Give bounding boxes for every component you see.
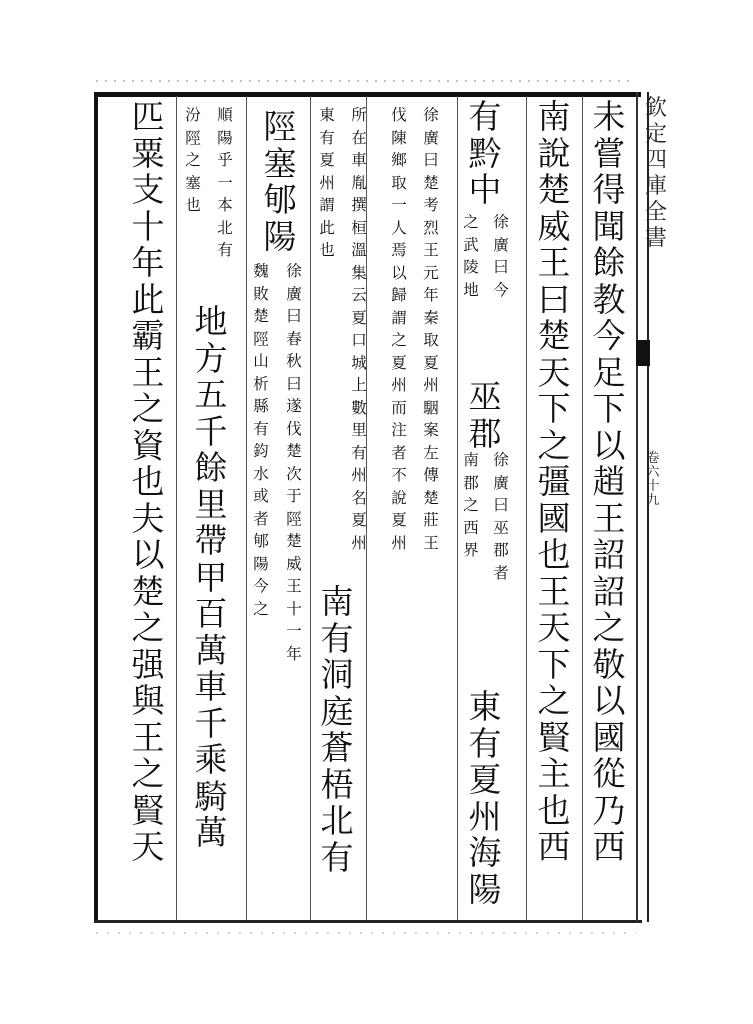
- glyph: 說: [537, 133, 571, 173]
- glyph: 也: [131, 462, 165, 501]
- glyph: 西: [463, 518, 479, 537]
- glyph: 未: [592, 97, 626, 136]
- glyph: 王: [537, 571, 571, 611]
- glyph: 曰: [286, 374, 302, 393]
- glyph: 王: [286, 577, 302, 595]
- glyph: 汾: [185, 106, 201, 124]
- glyph: 南: [320, 582, 354, 621]
- glyph: 陵: [463, 258, 479, 276]
- glyph: 胤: [351, 173, 367, 192]
- glyph: 鄉: [391, 151, 407, 169]
- glyph: 霸: [131, 316, 165, 355]
- glyph: 陘: [253, 329, 269, 348]
- glyph: 今: [493, 280, 509, 299]
- glyph: 粟: [131, 133, 165, 173]
- glyph: 與: [131, 681, 165, 720]
- glyph: 王: [537, 243, 571, 282]
- glyph: 曰: [493, 258, 509, 276]
- glyph: 教: [592, 279, 626, 319]
- glyph: 九: [646, 493, 660, 508]
- glyph: 十: [131, 206, 165, 246]
- glyph: 四: [644, 148, 667, 173]
- glyph: 陘: [185, 128, 201, 147]
- glyph: 今: [253, 577, 269, 595]
- glyph: 王: [423, 533, 439, 552]
- main-text-column: [467, 377, 503, 453]
- glyph: 陽: [263, 216, 297, 256]
- column-rule: [246, 96, 247, 920]
- glyph: 年: [286, 644, 302, 663]
- glyph: 年: [423, 286, 439, 304]
- glyph: 西: [537, 827, 571, 866]
- glyph: 曰: [493, 496, 509, 514]
- glyph: 曰: [537, 279, 571, 319]
- glyph: 或: [253, 487, 269, 505]
- glyph: 得: [592, 170, 626, 209]
- glyph: 溫: [351, 241, 367, 259]
- glyph: 也: [537, 790, 571, 830]
- glyph: 黔: [468, 133, 502, 173]
- glyph: 有: [468, 723, 502, 763]
- glyph: 郇: [263, 180, 297, 219]
- glyph: 乃: [592, 790, 626, 830]
- glyph: 陳: [391, 128, 407, 147]
- glyph: 威: [537, 206, 571, 246]
- glyph: 詔: [592, 571, 626, 611]
- glyph: 里: [351, 421, 367, 439]
- glyph: 北: [320, 801, 354, 840]
- annotation-column: [462, 453, 480, 566]
- glyph: 六: [646, 465, 660, 480]
- glyph: 國: [537, 498, 571, 538]
- glyph: 五: [194, 375, 228, 414]
- glyph: 南: [463, 451, 479, 469]
- glyph: 天: [537, 608, 571, 647]
- glyph: 餘: [194, 448, 228, 487]
- glyph: 之: [185, 151, 201, 169]
- annotation-column: [350, 108, 368, 558]
- glyph: 楚: [423, 173, 439, 192]
- glyph: 乎: [217, 151, 233, 169]
- glyph: 有: [319, 128, 335, 147]
- glyph: 楚: [286, 442, 302, 460]
- glyph: 楚: [537, 170, 571, 209]
- glyph: 車: [194, 667, 228, 706]
- glyph: 水: [253, 464, 269, 483]
- glyph: 賢: [537, 717, 571, 757]
- glyph: 北: [217, 218, 233, 237]
- glyph: 取: [391, 173, 407, 192]
- glyph: 里: [194, 484, 228, 524]
- glyph: 洞: [320, 655, 354, 694]
- main-text-column: [467, 687, 503, 909]
- glyph: 卷: [646, 451, 660, 466]
- glyph: 歸: [391, 286, 407, 304]
- glyph: 有: [320, 618, 354, 658]
- glyph: 說: [391, 488, 407, 507]
- print-speckle-top: [96, 80, 636, 82]
- glyph: 此: [319, 218, 335, 237]
- glyph: 强: [131, 644, 165, 684]
- glyph: 王: [592, 498, 626, 538]
- glyph: 所: [351, 106, 367, 124]
- glyph: 資: [131, 425, 165, 465]
- glyph: 百: [194, 594, 228, 633]
- glyph: 有: [351, 443, 367, 462]
- glyph: 者: [253, 509, 269, 528]
- glyph: 之: [463, 496, 479, 514]
- glyph: 敬: [592, 644, 626, 684]
- glyph: 全: [644, 200, 667, 225]
- glyph: 界: [463, 541, 479, 559]
- glyph: 此: [131, 279, 165, 319]
- glyph: 云: [351, 286, 367, 304]
- glyph: 下: [537, 389, 571, 428]
- glyph: 廣: [493, 235, 509, 254]
- glyph: 秦: [423, 308, 439, 327]
- glyph: 下: [537, 644, 571, 684]
- glyph: 縣: [253, 397, 269, 415]
- glyph: 有: [320, 837, 354, 877]
- fish-tail-mark: [636, 340, 650, 366]
- glyph: 陘: [286, 509, 302, 528]
- glyph: 而: [391, 398, 407, 417]
- glyph: 書: [644, 226, 667, 251]
- glyph: 威: [286, 554, 302, 573]
- glyph: 東: [468, 687, 502, 726]
- glyph: 陽: [217, 128, 233, 147]
- glyph: 有: [217, 241, 233, 259]
- glyph: 廣: [493, 473, 509, 492]
- glyph: 千: [194, 703, 228, 743]
- column-rule: [310, 96, 311, 920]
- glyph: 之: [131, 389, 165, 428]
- glyph: 夏: [351, 308, 367, 327]
- glyph: 彊: [537, 462, 571, 501]
- glyph: 曰: [286, 307, 302, 325]
- glyph: 楚: [537, 316, 571, 355]
- glyph: 本: [217, 196, 233, 214]
- glyph: 徐: [286, 262, 302, 280]
- glyph: 州: [351, 466, 367, 484]
- annotation-column: [462, 215, 480, 305]
- glyph: 中: [468, 170, 502, 209]
- glyph: 撰: [351, 196, 367, 214]
- annotation-column: [492, 453, 510, 588]
- glyph: 者: [391, 443, 407, 462]
- glyph: 主: [537, 754, 571, 793]
- glyph: 武: [463, 235, 479, 254]
- glyph: 楚: [286, 532, 302, 550]
- glyph: 十: [646, 479, 660, 494]
- annotation-column: [422, 108, 440, 558]
- glyph: 從: [592, 754, 626, 793]
- glyph: 城: [351, 353, 367, 372]
- glyph: 夏: [391, 511, 407, 529]
- glyph: 梧: [320, 764, 354, 804]
- glyph: 騎: [194, 776, 228, 816]
- glyph: 烈: [423, 218, 439, 237]
- glyph: 有: [253, 419, 269, 438]
- glyph: 州: [391, 533, 407, 552]
- glyph: 今: [592, 316, 626, 355]
- glyph: 塞: [185, 173, 201, 192]
- column-rule: [457, 96, 458, 920]
- annotation-column: [184, 108, 202, 221]
- glyph: 夏: [391, 353, 407, 372]
- glyph: 之: [537, 681, 571, 720]
- glyph: 秋: [286, 352, 302, 370]
- glyph: 萬: [194, 813, 228, 852]
- glyph: 案: [423, 421, 439, 439]
- glyph: 左: [423, 443, 439, 462]
- glyph: 于: [286, 487, 302, 505]
- glyph: 夏: [468, 760, 502, 799]
- glyph: 人: [391, 218, 407, 237]
- glyph: 之: [131, 754, 165, 793]
- glyph: 徐: [423, 106, 439, 124]
- glyph: 也: [319, 241, 335, 259]
- glyph: 足: [592, 352, 626, 392]
- glyph: 考: [423, 196, 439, 214]
- glyph: 下: [592, 389, 626, 428]
- glyph: 州: [423, 376, 439, 394]
- glyph: 匹: [131, 97, 165, 136]
- glyph: 徐: [493, 451, 509, 469]
- glyph: 焉: [391, 241, 407, 259]
- glyph: 伐: [391, 106, 407, 124]
- glyph: 楚: [131, 571, 165, 611]
- glyph: 以: [592, 425, 626, 465]
- glyph: 也: [537, 535, 571, 574]
- glyph: 東: [319, 106, 335, 124]
- glyph: 口: [351, 331, 367, 349]
- glyph: 元: [423, 263, 439, 282]
- annotation-column: [492, 215, 510, 305]
- glyph: 庫: [644, 174, 667, 199]
- main-text-column: [193, 302, 229, 853]
- glyph: 嘗: [592, 133, 626, 173]
- volume-label: [646, 452, 660, 508]
- glyph: 以: [391, 263, 407, 282]
- glyph: 蒼: [320, 728, 354, 767]
- glyph: 西: [592, 827, 626, 866]
- glyph: 夫: [131, 498, 165, 538]
- glyph: 楚: [253, 307, 269, 325]
- glyph: 駰: [423, 398, 439, 417]
- glyph: 之: [253, 599, 269, 618]
- glyph: 天: [131, 827, 165, 866]
- glyph: 車: [351, 151, 367, 169]
- glyph: 曰: [423, 151, 439, 169]
- glyph: 數: [351, 398, 367, 417]
- main-text-column: [262, 107, 298, 256]
- glyph: 年: [131, 243, 165, 282]
- glyph: 傳: [423, 466, 439, 484]
- glyph: 陽: [253, 554, 269, 573]
- book-title-label: [643, 98, 669, 254]
- main-text-column: [536, 97, 572, 867]
- column-rule: [582, 96, 583, 920]
- frame-left-border: [94, 92, 98, 922]
- annotation-column: [216, 108, 234, 266]
- glyph: 郇: [253, 532, 269, 550]
- glyph: 伐: [286, 419, 302, 438]
- main-text-column: [319, 582, 355, 877]
- glyph: 徐: [493, 213, 509, 231]
- glyph: 順: [217, 106, 233, 124]
- glyph: 詔: [592, 535, 626, 574]
- glyph: 一: [217, 173, 233, 192]
- glyph: 鈞: [253, 442, 269, 460]
- glyph: 莊: [423, 511, 439, 529]
- block-heart-inner-rule: [636, 92, 638, 922]
- glyph: 以: [131, 535, 165, 574]
- annotation-column: [285, 264, 303, 669]
- glyph: 次: [286, 464, 302, 483]
- glyph: 王: [423, 241, 439, 259]
- glyph: 天: [537, 352, 571, 392]
- annotation-column: [318, 108, 336, 266]
- glyph: 名: [351, 488, 367, 507]
- glyph: 夏: [319, 151, 335, 169]
- glyph: 郡: [463, 473, 479, 492]
- glyph: 方: [194, 338, 228, 378]
- glyph: 海: [468, 833, 502, 872]
- glyph: 郡: [468, 413, 502, 453]
- glyph: 帶: [194, 521, 228, 560]
- glyph: 遂: [286, 397, 302, 415]
- glyph: 餘: [592, 243, 626, 282]
- glyph: 地: [194, 302, 228, 341]
- glyph: 王: [131, 352, 165, 392]
- glyph: 之: [463, 213, 479, 231]
- glyph: 注: [391, 421, 407, 439]
- main-text-column: [591, 97, 627, 867]
- glyph: 聞: [592, 206, 626, 246]
- glyph: 甲: [194, 557, 228, 597]
- glyph: 也: [185, 196, 201, 214]
- glyph: 千: [194, 411, 228, 451]
- glyph: 南: [537, 97, 571, 136]
- glyph: 郡: [493, 541, 509, 559]
- glyph: 在: [351, 128, 367, 147]
- glyph: 巫: [468, 377, 502, 416]
- glyph: 一: [286, 622, 302, 640]
- glyph: 春: [286, 329, 302, 348]
- glyph: 巫: [493, 518, 509, 537]
- print-speckle-bottom: [96, 932, 636, 934]
- glyph: 支: [131, 170, 165, 209]
- glyph: 欽: [644, 96, 667, 121]
- glyph: 析: [253, 374, 269, 393]
- glyph: 魏: [253, 262, 269, 280]
- glyph: 之: [537, 425, 571, 465]
- glyph: 廣: [423, 128, 439, 147]
- glyph: 山: [253, 352, 269, 370]
- glyph: 上: [351, 376, 367, 394]
- glyph: 者: [493, 563, 509, 582]
- glyph: 州: [391, 376, 407, 394]
- glyph: 集: [351, 263, 367, 282]
- glyph: 州: [319, 173, 335, 192]
- glyph: 趙: [592, 462, 626, 501]
- glyph: 庭: [320, 691, 354, 731]
- glyph: 陽: [468, 869, 502, 909]
- main-text-column: [467, 97, 503, 210]
- glyph: 之: [131, 608, 165, 647]
- glyph: 州: [468, 796, 502, 836]
- column-rule: [526, 96, 527, 920]
- glyph: 夏: [351, 511, 367, 529]
- glyph: 乘: [194, 740, 228, 779]
- glyph: 謂: [391, 308, 407, 327]
- column-rule: [176, 96, 177, 920]
- glyph: 賢: [131, 790, 165, 830]
- glyph: 楚: [423, 488, 439, 507]
- glyph: 謂: [319, 196, 335, 214]
- glyph: 十: [286, 599, 302, 618]
- annotation-column: [252, 264, 270, 624]
- glyph: 國: [592, 717, 626, 757]
- glyph: 州: [351, 533, 367, 552]
- glyph: 有: [468, 97, 502, 136]
- glyph: 地: [463, 280, 479, 299]
- glyph: 取: [423, 331, 439, 349]
- glyph: 定: [644, 122, 667, 147]
- glyph: 陘: [263, 107, 297, 146]
- glyph: 之: [391, 331, 407, 349]
- glyph: 之: [592, 608, 626, 647]
- glyph: 桓: [351, 218, 367, 237]
- annotation-column: [390, 108, 408, 558]
- glyph: 不: [391, 466, 407, 484]
- glyph: 王: [131, 717, 165, 757]
- frame-bottom-border: [94, 920, 642, 923]
- glyph: 萬: [194, 630, 228, 670]
- glyph: 一: [391, 196, 407, 214]
- glyph: 塞: [263, 143, 297, 183]
- glyph: 以: [592, 681, 626, 720]
- glyph: 敗: [253, 284, 269, 303]
- glyph: 夏: [423, 353, 439, 372]
- glyph: 廣: [286, 284, 302, 303]
- main-text-column: [130, 97, 166, 867]
